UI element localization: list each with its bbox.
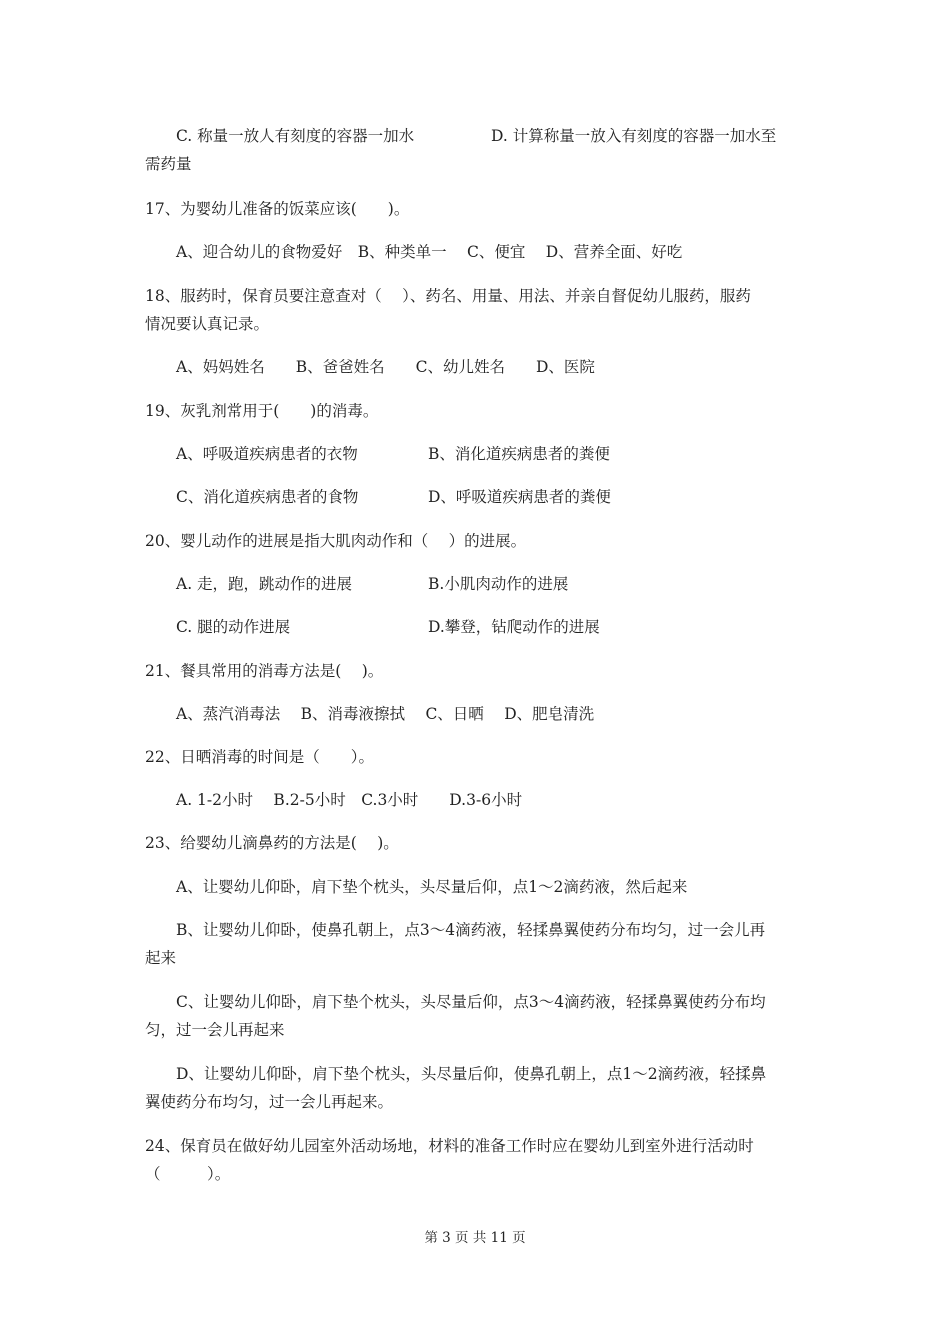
question-23-option-d-line-2: 翼使药分布均匀，过一会儿再起来。 <box>145 1093 394 1111</box>
question-23-option-b-line-2: 起来 <box>145 949 177 967</box>
option-c: C. 腿的动作进展 <box>176 618 291 636</box>
question-17: 17、为婴幼儿准备的饭菜应该( )。 <box>145 200 410 218</box>
question-22: 22、日晒消毒的时间是（ ）。 <box>145 748 374 766</box>
question-23-option-b-line-1: B、让婴幼儿仰卧，使鼻孔朝上，点3～4滴药液，轻揉鼻翼使药分布均匀，过一会儿再 <box>176 921 766 939</box>
question-24-line-1: 24、保育员在做好幼儿园室外活动场地，材料的准备工作时应在婴幼儿到室外进行活动时 <box>145 1137 754 1155</box>
option-d: D. 计算称量一放入有刻度的容器一加水至 <box>491 127 777 145</box>
option-b: B、消化道疾病患者的粪便 <box>428 445 610 463</box>
question-18-line-2: 情况要认真记录。 <box>145 315 270 333</box>
question-20: 20、婴儿动作的进展是指大肌肉动作和（ ）的进展。 <box>145 532 527 550</box>
option-a: A、呼吸道疾病患者的衣物 <box>176 445 358 463</box>
question-17-options: A、迎合幼儿的食物爱好 B、种类单一 C、便宜 D、营养全面、好吃 <box>176 243 683 261</box>
question-23-option-a: A、让婴幼儿仰卧，肩下垫个枕头，头尽量后仰，点1～2滴药液，然后起来 <box>176 878 688 896</box>
question-23-option-c-line-1: C、让婴幼儿仰卧，肩下垫个枕头，头尽量后仰，点3～4滴药液，轻揉鼻翼使药分布均 <box>176 993 766 1011</box>
option-c: C、消化道疾病患者的食物 <box>176 488 359 506</box>
option-d: D.攀登，钻爬动作的进展 <box>428 618 600 636</box>
question-23-option-d-line-1: D、让婴幼儿仰卧，肩下垫个枕头，头尽量后仰，使鼻孔朝上，点1～2滴药液，轻揉鼻 <box>176 1065 767 1083</box>
question-24-line-2: （ ）。 <box>145 1165 231 1183</box>
option-c: C. 称量一放人有刻度的容器一加水 <box>176 127 415 145</box>
option-continuation: 需药量 <box>145 155 192 173</box>
option-a: A. 走，跑，跳动作的进展 <box>176 575 353 593</box>
question-18-options: A、妈妈姓名 B、爸爸姓名 C、幼儿姓名 D、医院 <box>176 358 595 376</box>
question-21: 21、餐具常用的消毒方法是( )。 <box>145 662 384 680</box>
option-d: D、呼吸道疾病患者的粪便 <box>428 488 611 506</box>
question-21-options: A、蒸汽消毒法 B、消毒液擦拭 C、日晒 D、肥皂清洗 <box>176 705 595 723</box>
question-23: 23、给婴幼儿滴鼻药的方法是( )。 <box>145 834 399 852</box>
question-23-option-c-line-2: 匀，过一会儿再起来 <box>145 1021 285 1039</box>
page-footer: 第 3 页 共 11 页 <box>424 1230 526 1246</box>
question-19: 19、灰乳剂常用于( )的消毒。 <box>145 402 379 420</box>
question-18-line-1: 18、服药时，保育员要注意查对（ ）、药名、用量、用法、并亲自督促幼儿服药，服药 <box>145 287 751 305</box>
option-b: B.小肌肉动作的进展 <box>428 575 569 593</box>
question-22-options: A. 1-2小时 B.2-5小时 C.3小时 D.3-6小时 <box>176 791 523 809</box>
